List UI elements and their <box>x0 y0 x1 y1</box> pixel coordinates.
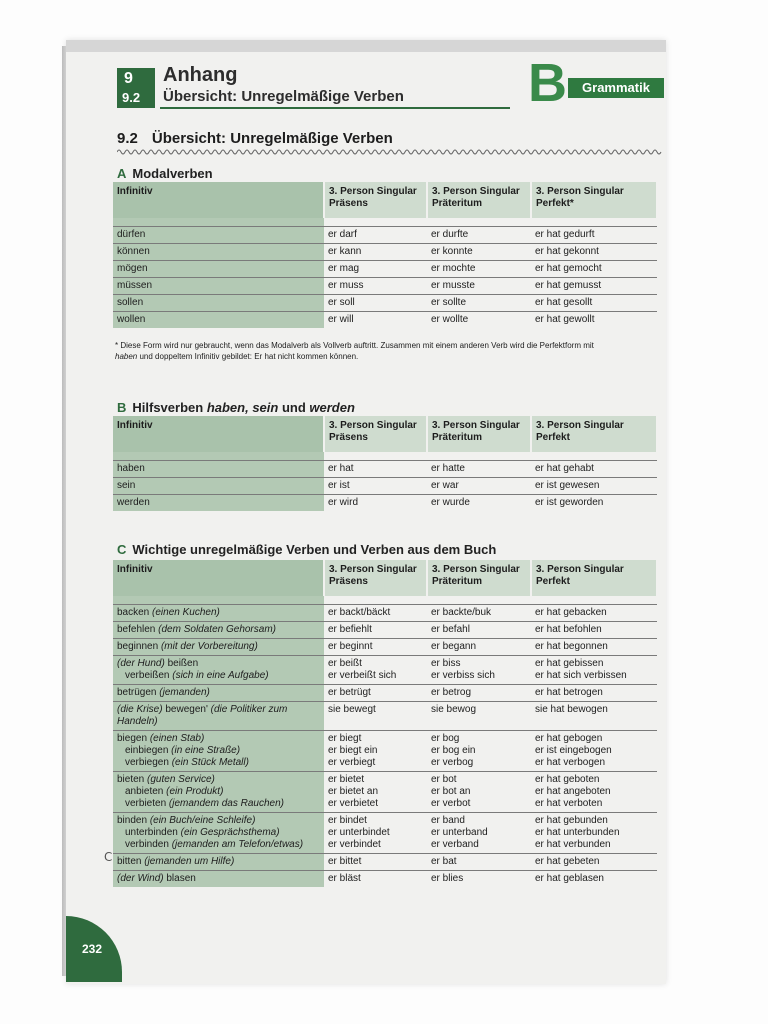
cell-perfekt <box>531 813 657 854</box>
verb-object: (der Hund) <box>117 658 165 669</box>
cell-perfekt <box>531 854 657 871</box>
cell-praeteritum <box>427 731 531 772</box>
col-infinitiv: Infinitiv <box>113 416 324 452</box>
cell-praeteritum: er hatte <box>427 461 531 478</box>
form-line: er befahl <box>431 624 470 635</box>
infinitiv-line <box>117 839 320 851</box>
cell-praeteritum: er wurde <box>427 495 531 512</box>
col-praeteritum: 3. Person Singular Präteritum <box>427 560 531 596</box>
cell-infinitiv <box>113 605 324 622</box>
cell-praesens <box>324 702 427 731</box>
cell-infinitiv <box>113 871 324 888</box>
margin-annotation: Ⅽ <box>104 850 113 864</box>
cell-praesens <box>324 685 427 702</box>
cell-perfekt: er hat gehabt <box>531 461 657 478</box>
col-praesens: 3. Person Singular Präsens <box>324 182 427 218</box>
footnote <box>115 340 660 362</box>
col-perfekt: 3. Person Singular Perfekt <box>531 560 657 596</box>
part-b-title-prefix: Hilfsverben <box>132 400 207 415</box>
cell-praeteritum <box>427 871 531 888</box>
col-infinitiv: Infinitiv <box>113 560 324 596</box>
form-line: er bat <box>431 856 457 867</box>
cell-praesens: er ist <box>324 478 427 495</box>
cell-perfekt <box>531 685 657 702</box>
form-line: er backte/buk <box>431 607 492 618</box>
form-line: er ist eingebogen <box>535 745 612 756</box>
cell-perfekt <box>531 772 657 813</box>
form-line: er hat befohlen <box>535 624 602 635</box>
cell-infinitiv: sollen <box>113 295 324 312</box>
table-gap <box>113 452 657 461</box>
verb-row <box>113 261 657 278</box>
cell-infinitiv: müssen <box>113 278 324 295</box>
cell-perfekt <box>531 639 657 656</box>
form-line: er unterbindet <box>328 827 390 838</box>
cell-infinitiv <box>113 685 324 702</box>
chapter-number: 9 <box>124 70 133 87</box>
form-line: er hat sich verbissen <box>535 670 627 681</box>
form-line: er hat betrogen <box>535 687 603 698</box>
cell-perfekt <box>531 622 657 639</box>
table-gap <box>113 596 657 605</box>
infinitiv-line <box>117 658 320 670</box>
top-edge <box>66 40 666 52</box>
cell-praesens <box>324 622 427 639</box>
cell-praeteritum: er sollte <box>427 295 531 312</box>
verb-row <box>113 731 657 772</box>
part-b-title-mid: und <box>278 400 310 415</box>
verb-object: (jemanden um Hilfe) <box>144 856 235 867</box>
cell-infinitiv: dürfen <box>113 227 324 244</box>
brand-label: Grammatik <box>568 78 664 98</box>
cell-infinitiv: wollen <box>113 312 324 329</box>
verb-row <box>113 622 657 639</box>
part-b-title-italic: haben, sein <box>206 400 279 415</box>
table-wichtige-verben <box>113 560 658 887</box>
form-line: er verbiss sich <box>431 670 495 681</box>
infinitiv-line <box>117 624 320 636</box>
form-line: er hat verbunden <box>535 839 611 850</box>
cell-praesens <box>324 854 427 871</box>
cell-praeteritum <box>427 813 531 854</box>
verb-text: blasen <box>163 873 196 884</box>
infinitiv-line <box>117 670 320 682</box>
verb-text: bieten <box>117 774 148 785</box>
infinitiv-line <box>117 745 320 757</box>
cell-praesens <box>324 656 427 685</box>
form-line: er hat gebogen <box>535 733 603 744</box>
col-praeteritum: 3. Person Singular Präteritum <box>427 182 531 218</box>
cell-perfekt <box>531 605 657 622</box>
cell-perfekt: er hat gedurft <box>531 227 657 244</box>
infinitiv-line <box>117 815 320 827</box>
cell-infinitiv <box>113 813 324 854</box>
header-rule <box>160 107 510 109</box>
cell-praesens: er mag <box>324 261 427 278</box>
cell-infinitiv <box>113 772 324 813</box>
cell-infinitiv: haben <box>113 461 324 478</box>
infinitiv-line <box>117 757 320 769</box>
cell-praesens: er wird <box>324 495 427 512</box>
cell-infinitiv: mögen <box>113 261 324 278</box>
verb-text: verbinden <box>125 839 172 850</box>
cell-perfekt: er ist gewesen <box>531 478 657 495</box>
brand-letter: B <box>528 53 567 113</box>
verb-text: verbieten <box>125 798 169 809</box>
form-line: er hat geblasen <box>535 873 604 884</box>
form-line: sie hat bewogen <box>535 704 608 715</box>
form-line: er blies <box>431 873 464 884</box>
cell-perfekt: er hat gewollt <box>531 312 657 329</box>
form-line: er hat gebissen <box>535 658 604 669</box>
cell-infinitiv: werden <box>113 495 324 512</box>
verb-object: (sich in eine Aufgabe) <box>172 670 269 681</box>
verb-object: (einen Kuchen) <box>152 607 220 618</box>
verb-text: beginnen <box>117 641 161 652</box>
verb-text: bewegen' <box>162 704 211 715</box>
cell-praeteritum <box>427 656 531 685</box>
infinitiv-line <box>117 641 320 653</box>
cell-praeteritum: er durfte <box>427 227 531 244</box>
cell-praesens: er muss <box>324 278 427 295</box>
cell-perfekt: er hat gemocht <box>531 261 657 278</box>
verb-text: anbieten <box>125 786 167 797</box>
table-gap <box>113 218 657 227</box>
verb-object: (dem Soldaten Gehorsam) <box>158 624 276 635</box>
table-header-row <box>113 560 657 596</box>
verb-text: unterbinden <box>125 827 181 838</box>
verb-object: (die Politiker zum Handeln) <box>117 704 288 727</box>
verb-text: verbiegen <box>125 757 172 768</box>
cell-praeteritum: er war <box>427 478 531 495</box>
verb-object: (jemandem das Rauchen) <box>168 798 284 809</box>
cell-infinitiv <box>113 702 324 731</box>
form-line: er backt/bäckt <box>328 607 391 618</box>
verb-object: (jemanden am Telefon/etwas) <box>171 839 304 850</box>
form-line: er verbeißt sich <box>328 670 397 681</box>
cell-praeteritum: er mochte <box>427 261 531 278</box>
cell-praesens <box>324 605 427 622</box>
header-subtitle: Übersicht: Unregelmäßige Verben <box>163 88 404 105</box>
infinitiv-line <box>117 687 320 699</box>
cell-praeteritum <box>427 772 531 813</box>
infinitiv-line <box>117 774 320 786</box>
verb-row <box>113 685 657 702</box>
part-a-letter: A <box>117 166 127 181</box>
form-line: er hat unterbunden <box>535 827 620 838</box>
infinitiv-line <box>117 798 320 810</box>
verb-row <box>113 605 657 622</box>
form-line: er bindet <box>328 815 367 826</box>
cell-praesens: er will <box>324 312 427 329</box>
table-header-row <box>113 182 657 218</box>
infinitiv-line <box>117 873 320 885</box>
cell-praeteritum: er konnte <box>427 244 531 261</box>
verb-object: (ein Produkt) <box>166 786 224 797</box>
cell-perfekt <box>531 656 657 685</box>
cell-praesens <box>324 731 427 772</box>
verb-row <box>113 312 657 329</box>
form-line: er bog <box>431 733 460 744</box>
part-c-heading <box>117 542 496 557</box>
verb-text: bitten <box>117 856 145 867</box>
form-line: er hat angeboten <box>535 786 611 797</box>
form-line: er hat begonnen <box>535 641 608 652</box>
form-line: er betrog <box>431 687 472 698</box>
infinitiv-line <box>117 856 320 868</box>
form-line: er hat gebunden <box>535 815 608 826</box>
part-b-title-italic2: werden <box>309 400 355 415</box>
col-praeteritum: 3. Person Singular Präteritum <box>427 416 531 452</box>
cell-perfekt: er ist geworden <box>531 495 657 512</box>
section-title <box>117 130 393 147</box>
footnote-line-2: und doppeltem Infinitiv gebildet: Er hat nicht kommen können. <box>137 352 359 361</box>
form-line: er bietet <box>328 774 365 785</box>
cell-praeteritum: er musste <box>427 278 531 295</box>
cell-praesens <box>324 871 427 888</box>
form-line: er hat gebacken <box>535 607 607 618</box>
page-number: 232 <box>82 942 103 956</box>
form-line: er band <box>431 815 465 826</box>
verb-row <box>113 813 657 854</box>
form-line: er bittet <box>328 856 362 867</box>
cell-praesens <box>324 772 427 813</box>
form-line: er bläst <box>328 873 361 884</box>
form-line: er hat verboten <box>535 798 603 809</box>
form-line: er verbindet <box>328 839 381 850</box>
verb-text: verbeißen <box>125 670 173 681</box>
verb-row <box>113 227 657 244</box>
form-line: er biss <box>431 658 461 669</box>
table-header-row <box>113 416 657 452</box>
verb-object: (der Wind) <box>117 873 164 884</box>
verb-text: backen <box>117 607 153 618</box>
verb-row <box>113 295 657 312</box>
verb-object: (ein Stück Metall) <box>171 757 249 768</box>
cell-infinitiv <box>113 656 324 685</box>
verb-object: (in eine Straße) <box>171 745 241 756</box>
verb-row <box>113 478 657 495</box>
cell-infinitiv <box>113 639 324 656</box>
verb-row <box>113 772 657 813</box>
verb-text: beißen <box>164 658 199 669</box>
infinitiv-line <box>117 786 320 798</box>
form-line: er verbot <box>431 798 471 809</box>
form-line: sie bewegt <box>328 704 376 715</box>
infinitiv-line <box>117 607 320 619</box>
cell-perfekt: er hat gekonnt <box>531 244 657 261</box>
section-number: 9.2 <box>122 90 141 105</box>
verb-text: betrügen <box>117 687 160 698</box>
header-title: Anhang <box>163 64 238 86</box>
cell-praesens: er soll <box>324 295 427 312</box>
part-b-heading <box>117 400 355 415</box>
table-hilfsverben <box>113 416 658 511</box>
part-b-letter: B <box>117 400 127 415</box>
col-perfekt: 3. Person Singular Perfekt* <box>531 182 657 218</box>
cell-infinitiv: können <box>113 244 324 261</box>
cell-perfekt: er hat gesollt <box>531 295 657 312</box>
form-line: sie bewog <box>431 704 477 715</box>
verb-text: biegen <box>117 733 150 744</box>
infinitiv-line <box>117 733 320 745</box>
verb-row <box>113 702 657 731</box>
cell-praeteritum <box>427 605 531 622</box>
cell-praeteritum: er wollte <box>427 312 531 329</box>
part-a-title: Modalverben <box>132 166 213 181</box>
part-a-heading <box>117 166 213 181</box>
cell-praeteritum <box>427 639 531 656</box>
part-c-title: Wichtige unregelmäßige Verben und Verben aus dem Buch <box>132 542 497 557</box>
section-title-text: Übersicht: Unregelmäßige Verben <box>151 130 393 147</box>
cell-infinitiv <box>113 731 324 772</box>
col-infinitiv: Infinitiv <box>113 182 324 218</box>
form-line: er begann <box>431 641 477 652</box>
verb-row <box>113 244 657 261</box>
verb-object: (einen Stab) <box>149 733 205 744</box>
verb-object: (die Krise) <box>117 704 163 715</box>
form-line: er beginnt <box>328 641 373 652</box>
form-line: er bietet an <box>328 786 379 797</box>
col-praesens: 3. Person Singular Präsens <box>324 416 427 452</box>
infinitiv-line <box>117 704 211 715</box>
verb-object: (guten Service) <box>147 774 215 785</box>
cell-infinitiv: sein <box>113 478 324 495</box>
verb-row <box>113 854 657 871</box>
verb-object: (ein Buch/eine Schleife) <box>149 815 256 826</box>
form-line: er verband <box>431 839 479 850</box>
form-line: er biegt <box>328 733 362 744</box>
verb-object: (mit der Vorbereitung) <box>160 641 258 652</box>
form-line: er beißt <box>328 658 362 669</box>
col-perfekt: 3. Person Singular Perfekt <box>531 416 657 452</box>
verb-object: (jemanden) <box>159 687 210 698</box>
wavy-underline <box>117 148 662 156</box>
cell-praesens: er hat <box>324 461 427 478</box>
cell-perfekt <box>531 731 657 772</box>
cell-perfekt: er hat gemusst <box>531 278 657 295</box>
verb-row <box>113 871 657 888</box>
chapter-badge <box>117 68 155 108</box>
form-line: er bot <box>431 774 457 785</box>
verb-row <box>113 656 657 685</box>
section-title-number: 9.2 <box>117 130 138 147</box>
verb-row <box>113 278 657 295</box>
form-line: er verbietet <box>328 798 379 809</box>
footnote-italic: haben <box>115 352 138 361</box>
cell-infinitiv <box>113 854 324 871</box>
verb-text: binden <box>117 815 150 826</box>
form-line: er hat geboten <box>535 774 600 785</box>
verb-text: einbiegen <box>125 745 172 756</box>
cell-perfekt <box>531 871 657 888</box>
cell-praeteritum <box>427 685 531 702</box>
cell-praeteritum <box>427 702 531 731</box>
cell-praesens <box>324 813 427 854</box>
form-line: er befiehlt <box>328 624 372 635</box>
verb-text: befehlen <box>117 624 159 635</box>
part-c-letter: C <box>117 542 127 557</box>
infinitiv-line <box>117 827 320 839</box>
footnote-line-1: * Diese Form wird nur gebraucht, wenn das Modalverb als Vollverb auftritt. Zusammen mit einem anderen Verb wird die Perfektform mit <box>115 341 594 350</box>
form-line: er verbiegt <box>328 757 376 768</box>
form-line: er biegt ein <box>328 745 378 756</box>
cell-praesens: er kann <box>324 244 427 261</box>
verb-row <box>113 461 657 478</box>
table-modalverben <box>113 182 658 328</box>
verb-object: (ein Gesprächsthema) <box>180 827 280 838</box>
col-praesens: 3. Person Singular Präsens <box>324 560 427 596</box>
form-line: er unterband <box>431 827 488 838</box>
form-line: er bog ein <box>431 745 476 756</box>
cell-praesens: er darf <box>324 227 427 244</box>
cell-perfekt <box>531 702 657 731</box>
form-line: er hat gebeten <box>535 856 600 867</box>
cell-praeteritum <box>427 622 531 639</box>
form-line: er bot an <box>431 786 471 797</box>
form-line: er betrügt <box>328 687 371 698</box>
verb-row <box>113 639 657 656</box>
cell-infinitiv <box>113 622 324 639</box>
cell-praesens <box>324 639 427 656</box>
form-line: er hat verbogen <box>535 757 606 768</box>
verb-row <box>113 495 657 512</box>
form-line: er verbog <box>431 757 474 768</box>
cell-praeteritum <box>427 854 531 871</box>
